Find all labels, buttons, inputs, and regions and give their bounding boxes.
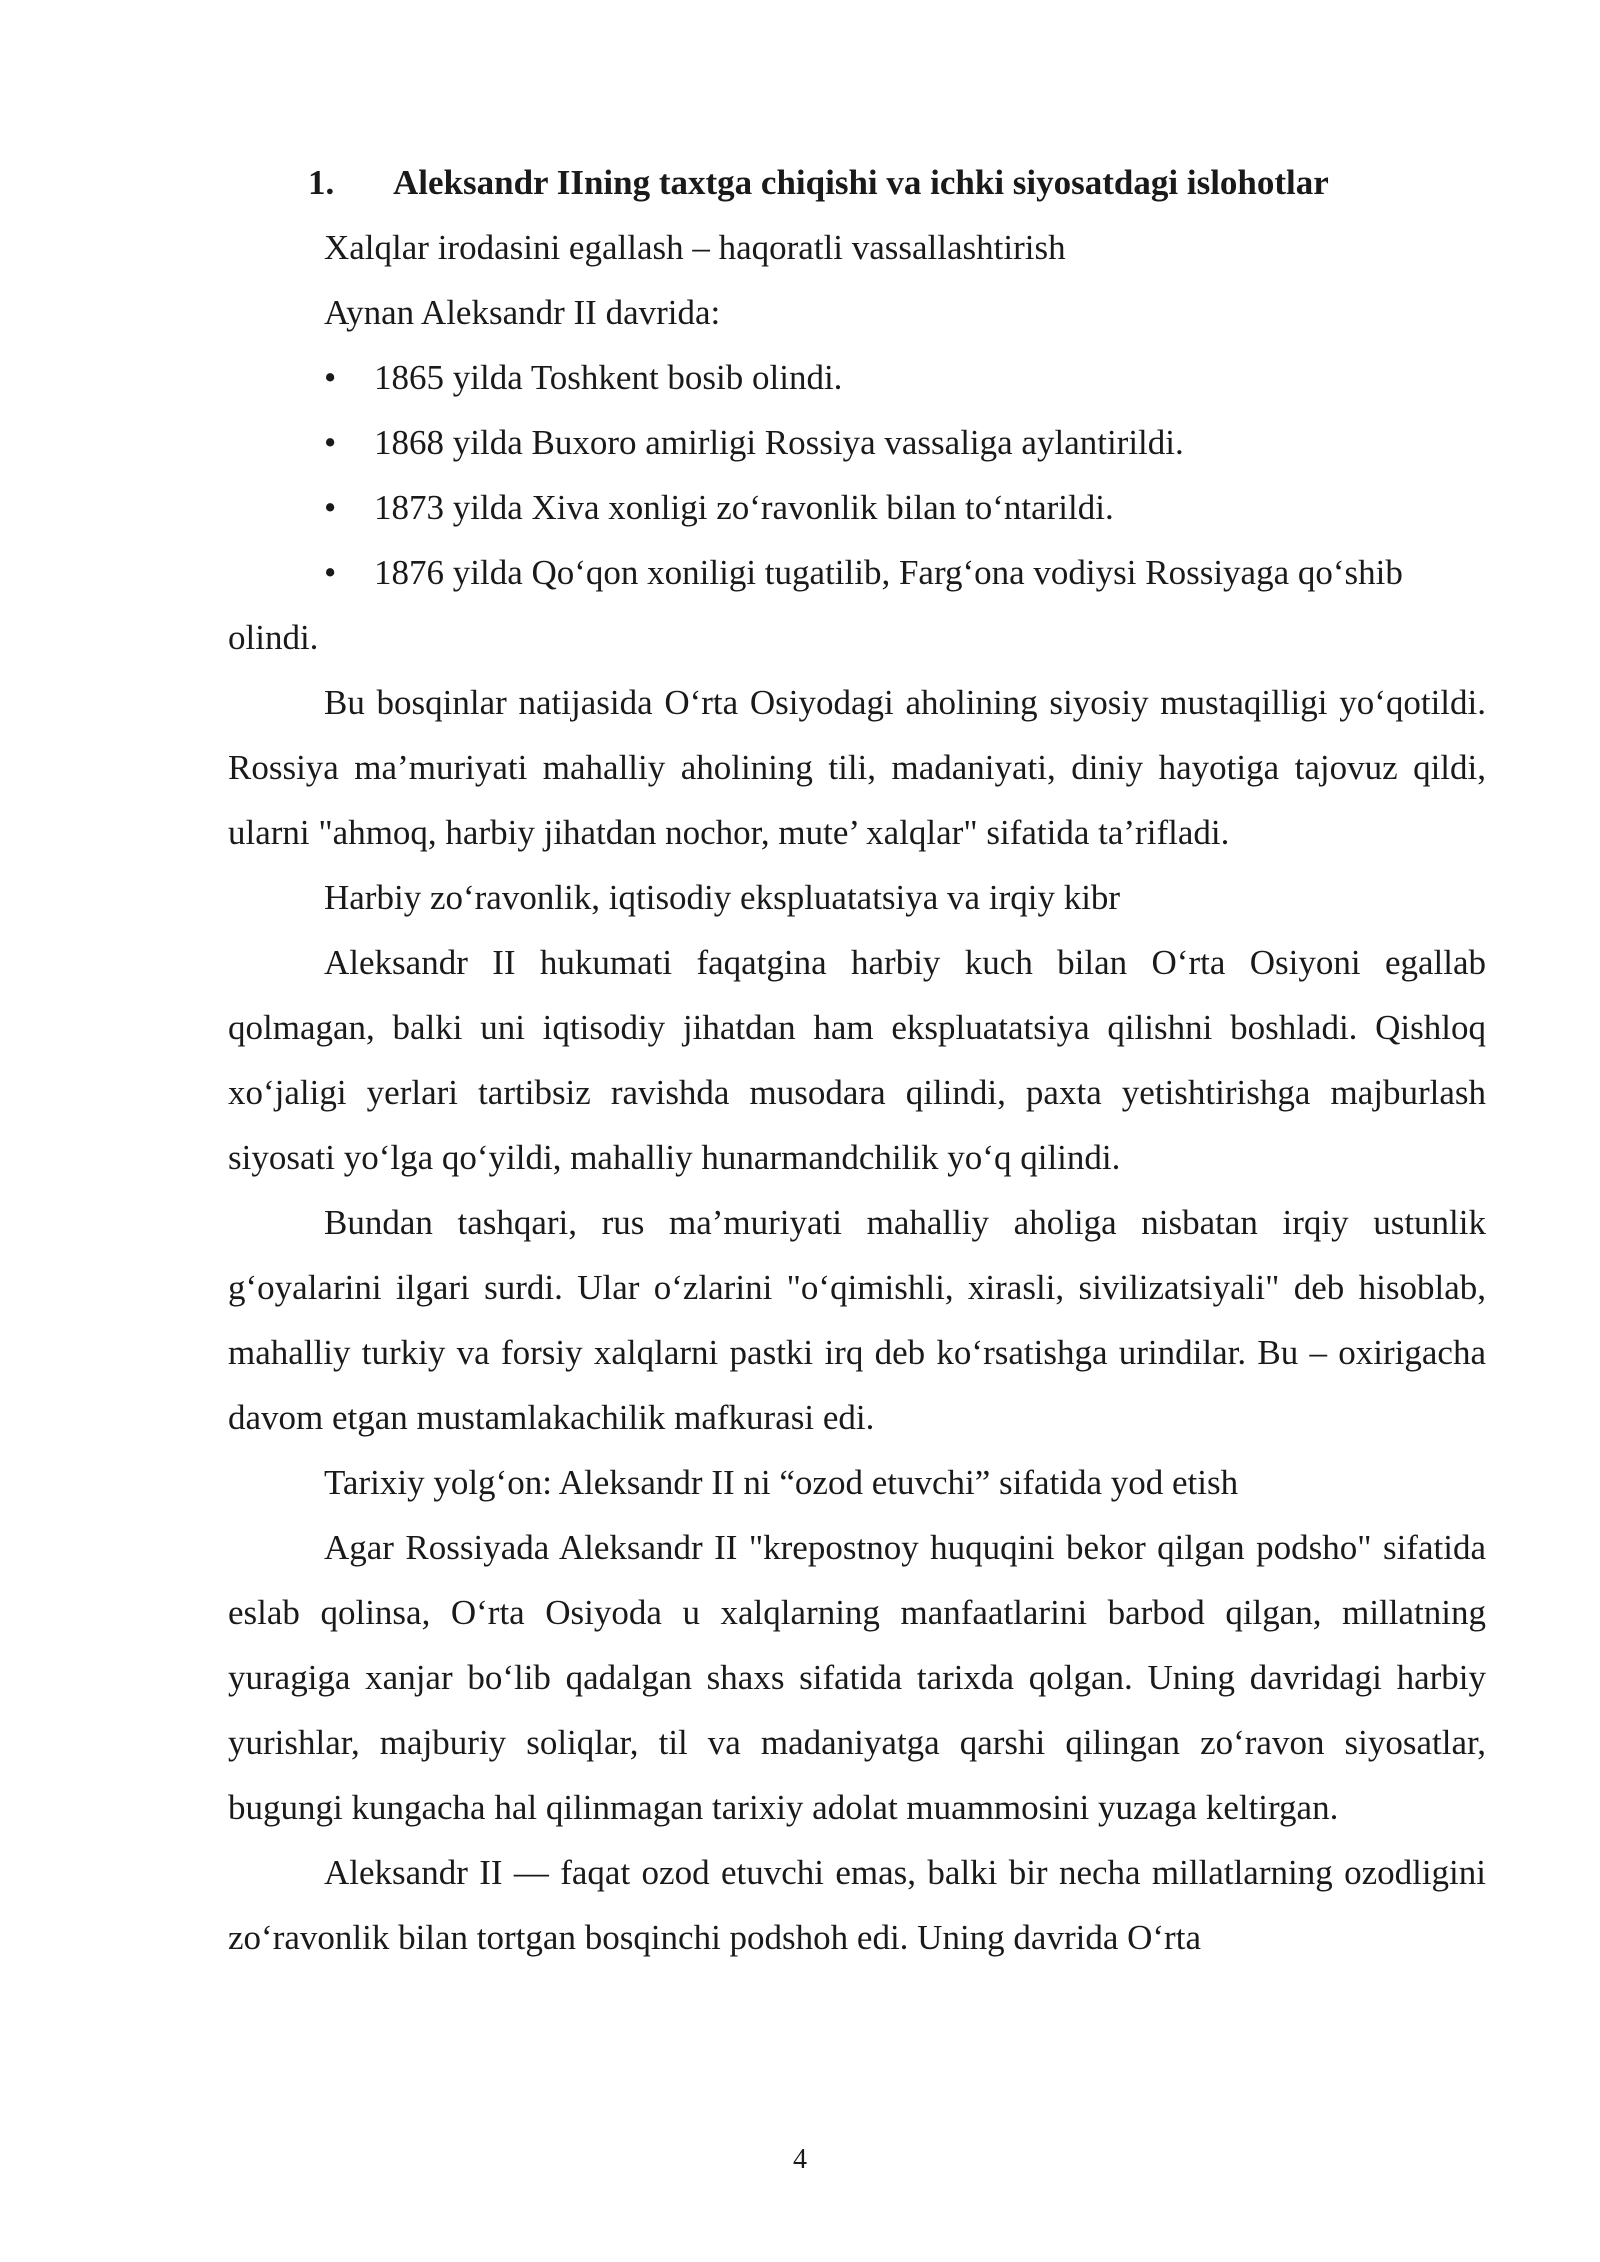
list-item — [228, 345, 1486, 410]
bullet-marker: • — [324, 423, 337, 462]
page-number: 4 — [793, 2144, 807, 2175]
bullet-marker: • — [324, 553, 337, 592]
list-item-text: 1868 yilda Buxoro amirligi Rossiya vassaliga aylantirildi. — [374, 423, 1184, 462]
list-item-continuation: olindi. — [228, 618, 319, 657]
list-item-text: 1865 yilda Toshkent bosib olindi. — [374, 358, 843, 397]
heading-number: 1. — [308, 163, 335, 202]
subtitle-historical-lie: Tarixiy yolg‘on: Aleksandr II ni “ozod etuvchi” sifatida yod etish — [324, 1463, 1239, 1502]
list-item — [228, 540, 1486, 605]
subtitle-vassalization: Xalqlar irodasini egallash – haqoratli vassallashtirish — [324, 228, 1066, 267]
list-item — [228, 475, 1486, 540]
bullet-marker: • — [324, 358, 337, 397]
list-item-text: 1876 yilda Qo‘qon xoniligi tugatilib, Farg‘ona vodiysi Rossiyaga qo‘shib — [374, 553, 1403, 592]
intro-line: Aynan Aleksandr II davrida: — [324, 293, 721, 332]
page-content — [228, 150, 1486, 1970]
paragraph-racial-ideology: Bundan tashqari, rus ma’muriyati mahalliy aholiga nisbatan irqiy ustunlik g‘oyalarini ilgari surdi. Ular o‘zlarini "o‘qimishli, xirasli, sivilizatsiyali" deb hisoblab, mahalliy turkiy va forsiy xalqlarni pastki irq deb ko‘rsatishga urindilar. Bu – oxirigacha davom etgan mustamlakachilik mafkurasi edi. — [228, 1203, 1486, 1437]
list-item-text: 1873 yilda Xiva xonligi zo‘ravonlik bilan to‘ntarildi. — [374, 488, 1114, 527]
paragraph-consequences: Bu bosqinlar natijasida O‘rta Osiyodagi aholining siyosiy mustaqilligi yo‘qotildi. Rossiya ma’muriyati mahalliy aholining tili, madaniyati, diniy hayotiga tajovuz qildi, ularni "ahmoq, harbiy jihatdan nochor, mute’ xalqlar" sifatida ta’rifladi. — [228, 683, 1486, 852]
list-item — [228, 410, 1486, 475]
section-heading — [228, 150, 1486, 215]
conquest-list — [228, 345, 1486, 605]
bullet-marker: • — [324, 488, 337, 527]
paragraph-economic-exploitation: Aleksandr II hukumati faqatgina harbiy kuch bilan O‘rta Osiyoni egallab qolmagan, balki uni iqtisodiy jihatdan ham ekspluatatsiya qilishni boshladi. Qishloq xo‘jaligi yerlari tartibsiz ravishda musodara qilindi, paxta yetishtirishga majburlash siyosati yo‘lga qo‘yildi, mahalliy hunarmandchilik yo‘q qilindi. — [228, 943, 1486, 1177]
subtitle-exploitation: Harbiy zo‘ravonlik, iqtisodiy ekspluatatsiya va irqiy kibr — [324, 878, 1121, 917]
heading-title: Aleksandr IIning taxtga chiqishi va ichki siyosatdagi islohotlar — [393, 163, 1329, 202]
paragraph-legacy: Agar Rossiyada Aleksandr II "krepostnoy huquqini bekor qilgan podsho" sifatida eslab qolinsa, O‘rta Osiyoda u xalqlarning manfaatlarini barbod qilgan, millatning yuragiga xanjar bo‘lib qadalgan shaxs sifatida tarixda qolgan. Uning davridagi harbiy yurishlar, majburiy soliqlar, til va madaniyatga qarshi qilingan zo‘ravon siyosatlar, bugungi kungacha hal qilinmagan tarixiy adolat muammosini yuzaga keltirgan. — [228, 1528, 1486, 1827]
paragraph-conclusion: Aleksandr II — faqat ozod etuvchi emas, balki bir necha millatlarning ozodligini zo‘ravonlik bilan tortgan bosqinchi podshoh edi. Uning davrida O‘rta — [228, 1853, 1486, 1957]
